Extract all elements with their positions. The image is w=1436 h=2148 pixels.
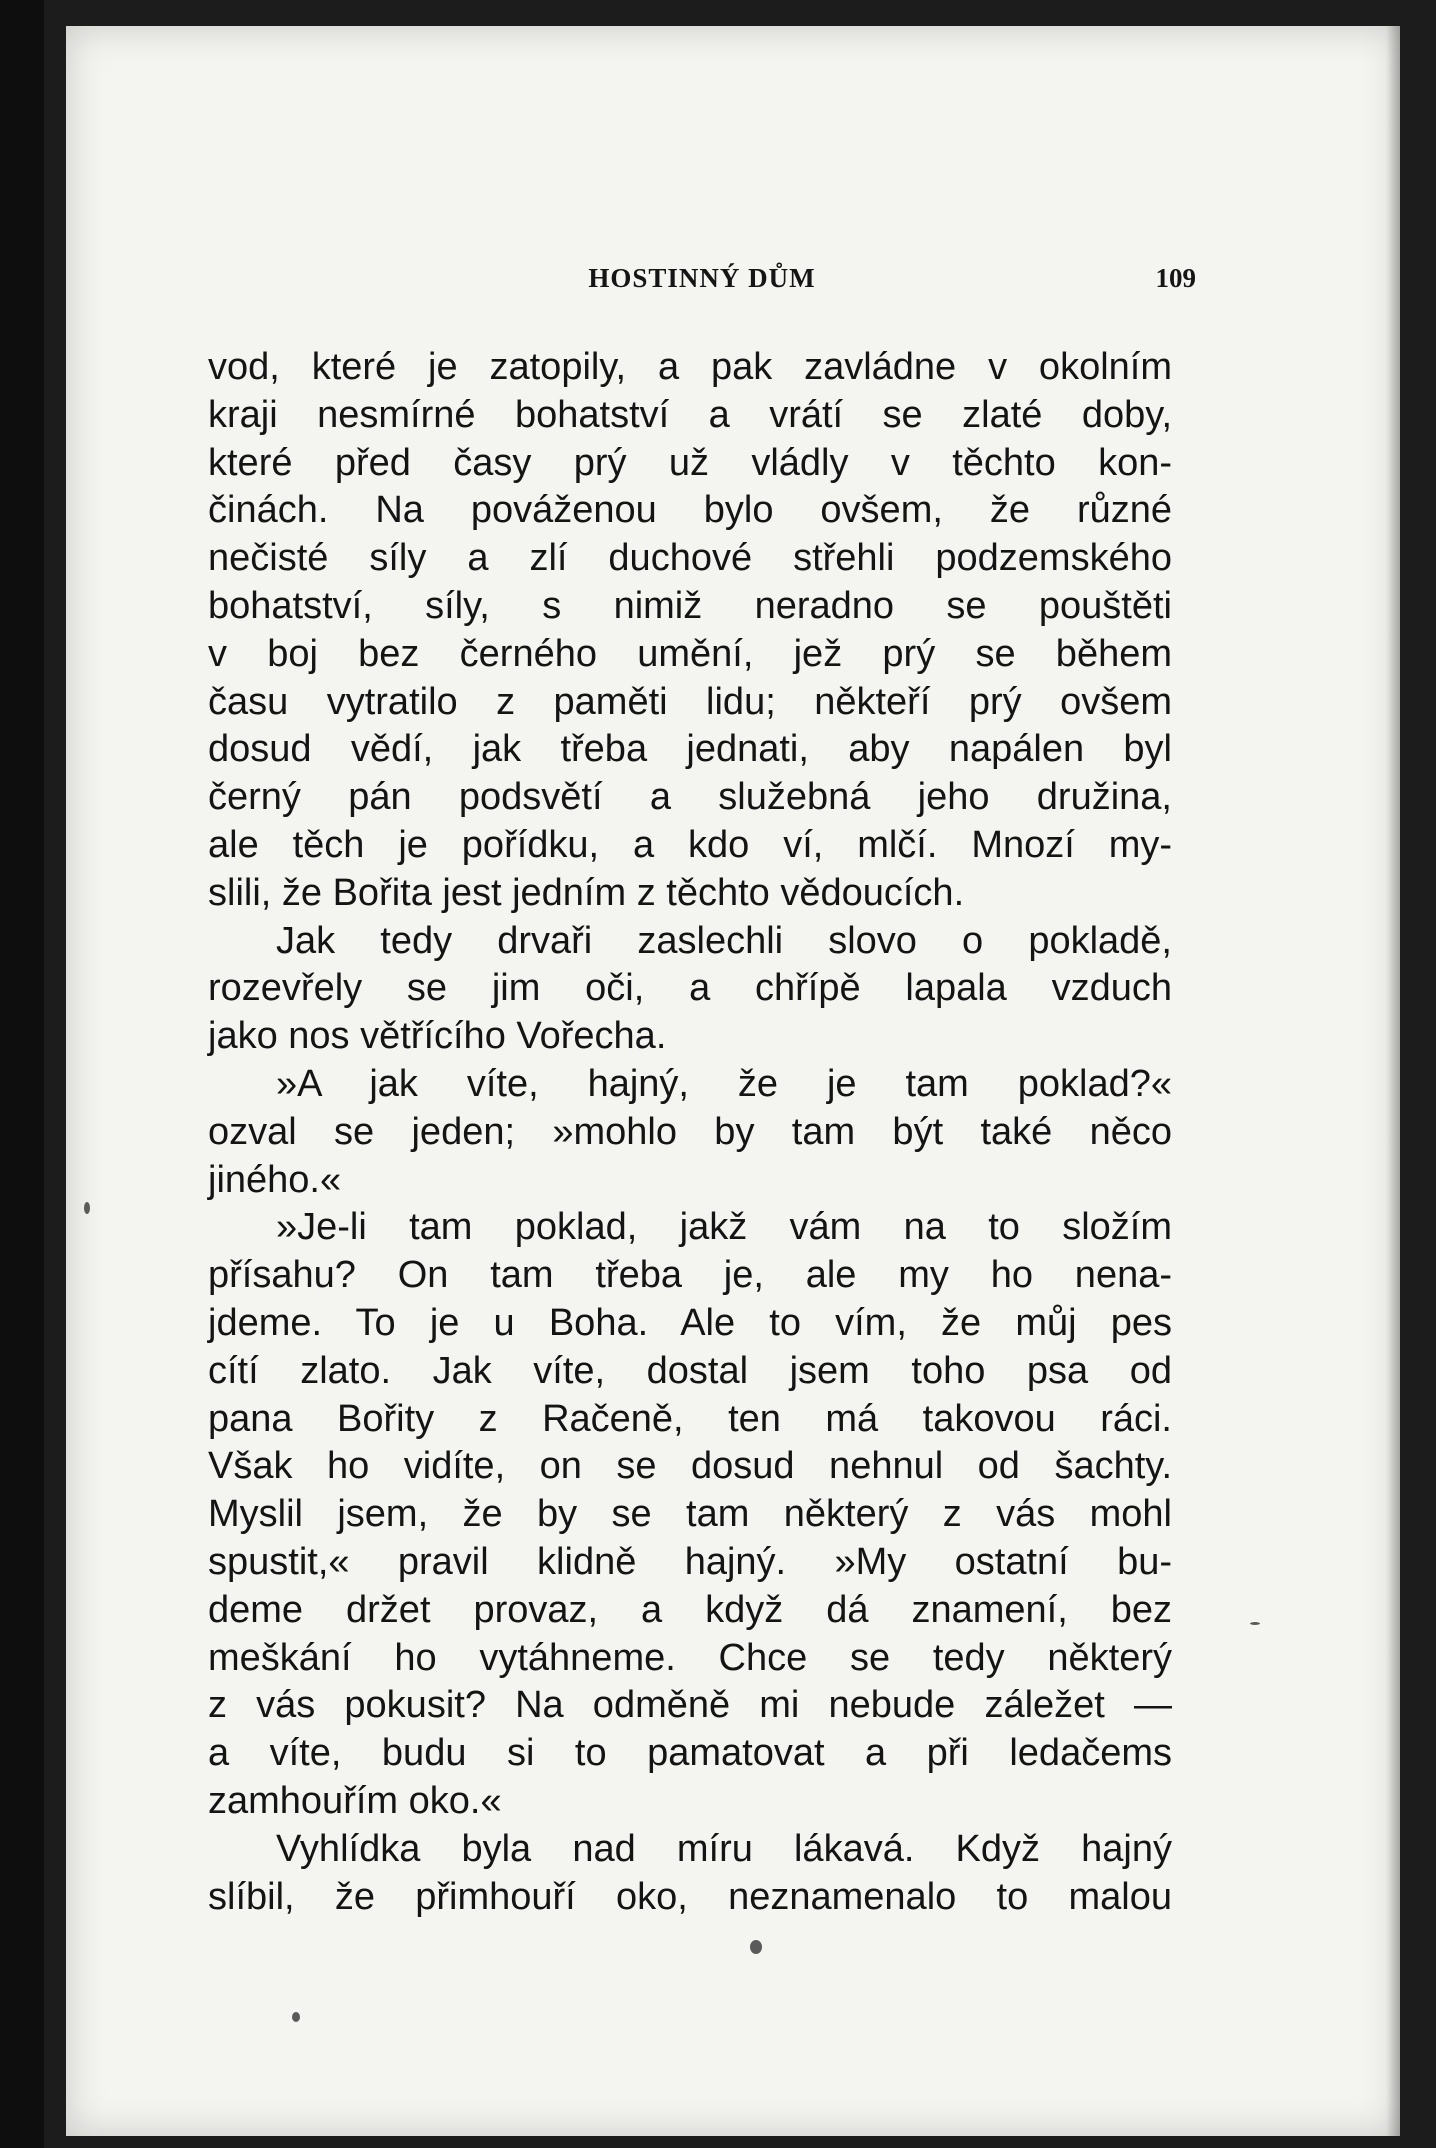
text-line: cítí zlato. Jak víte, dostal jsem toho psa od <box>208 1349 1172 1392</box>
text-line: bohatství, síly, s nimiž neradno se pouštěti <box>208 584 1172 627</box>
print-speck <box>292 2012 300 2022</box>
page-edge-shadow <box>1386 26 1400 2136</box>
text-line: černý pán podsvětí a služebná jeho družina, <box>208 776 1172 819</box>
running-head-title: HOSTINNÝ DŮM <box>588 263 816 293</box>
print-speck <box>1250 1622 1260 1625</box>
text-line: času vytratilo z paměti lidu; někteří prý ovšem <box>208 680 1172 723</box>
text-line: Však ho vidíte, on se dosud nehnul od šachty. <box>208 1445 1172 1488</box>
text-line: Myslil jsem, že by se tam některý z vás mohl <box>208 1493 1172 1536</box>
text-line: v boj bez černého umění, jež prý se během <box>208 632 1172 675</box>
text-line: spustit,« pravil klidně hajný. »My ostatní bu- <box>208 1540 1172 1583</box>
page-number: 109 <box>1155 263 1196 293</box>
running-head <box>208 263 1196 303</box>
text-line: deme držet provaz, a když dá znamení, bez <box>208 1588 1172 1631</box>
text-line: Vyhlídka byla nad míru lákavá. Když hajný <box>276 1827 1172 1870</box>
text-line: jiného.« <box>208 1158 342 1201</box>
text-line: a víte, budu si to pamatovat a při ledačems <box>208 1732 1172 1775</box>
text-line: slíbil, že přimhouří oko, neznamenalo to malou <box>208 1875 1172 1918</box>
text-line: pana Bořity z Račeně, ten má takovou ráci. <box>208 1397 1172 1440</box>
text-line: z vás pokusit? Na odměně mi nebude záležet — <box>208 1684 1172 1727</box>
print-speck <box>750 1940 762 1954</box>
text-line: »A jak víte, hajný, že je tam poklad?« <box>276 1062 1172 1105</box>
text-line: vod, které je zatopily, a pak zavládne v okolním <box>208 346 1172 388</box>
text-line: ale těch je pořídku, a kdo ví, mlčí. Mnozí my- <box>208 823 1172 866</box>
text-line: Jak tedy drvaři zaslechli slovo o pokladě, <box>276 919 1172 962</box>
body-text <box>208 344 1172 1921</box>
text-line: které před časy prý už vládly v těchto kon- <box>208 441 1172 484</box>
text-line: nečisté síly a zlí duchové střehli podzemského <box>208 537 1172 580</box>
print-speck <box>84 1202 90 1214</box>
text-line: slili, že Bořita jest jedním z těchto vědoucích. <box>208 871 965 914</box>
text-line: meškání ho vytáhneme. Chce se tedy některý <box>208 1636 1172 1679</box>
text-line: jako nos větřícího Vořecha. <box>208 1015 667 1058</box>
text-line: jdeme. To je u Boha. Ale to vím, že můj pes <box>208 1301 1172 1344</box>
text-line: kraji nesmírné bohatství a vrátí se zlaté doby, <box>208 393 1172 436</box>
scan-margin <box>0 0 44 2148</box>
text-line: »Je-li tam poklad, jakž vám na to složím <box>276 1206 1172 1249</box>
text-line: dosud vědí, jak třeba jednati, aby napálen byl <box>208 728 1172 771</box>
text-line: činách. Na pováženou bylo ovšem, že různé <box>208 489 1172 532</box>
text-line: rozevřely se jim oči, a chřípě lapala vzduch <box>208 967 1172 1010</box>
text-line: přísahu? On tam třeba je, ale my ho nena- <box>208 1254 1172 1297</box>
text-line: ozval se jeden; »mohlo by tam být také něco <box>208 1110 1172 1153</box>
text-line: zamhouřím oko.« <box>208 1779 502 1822</box>
